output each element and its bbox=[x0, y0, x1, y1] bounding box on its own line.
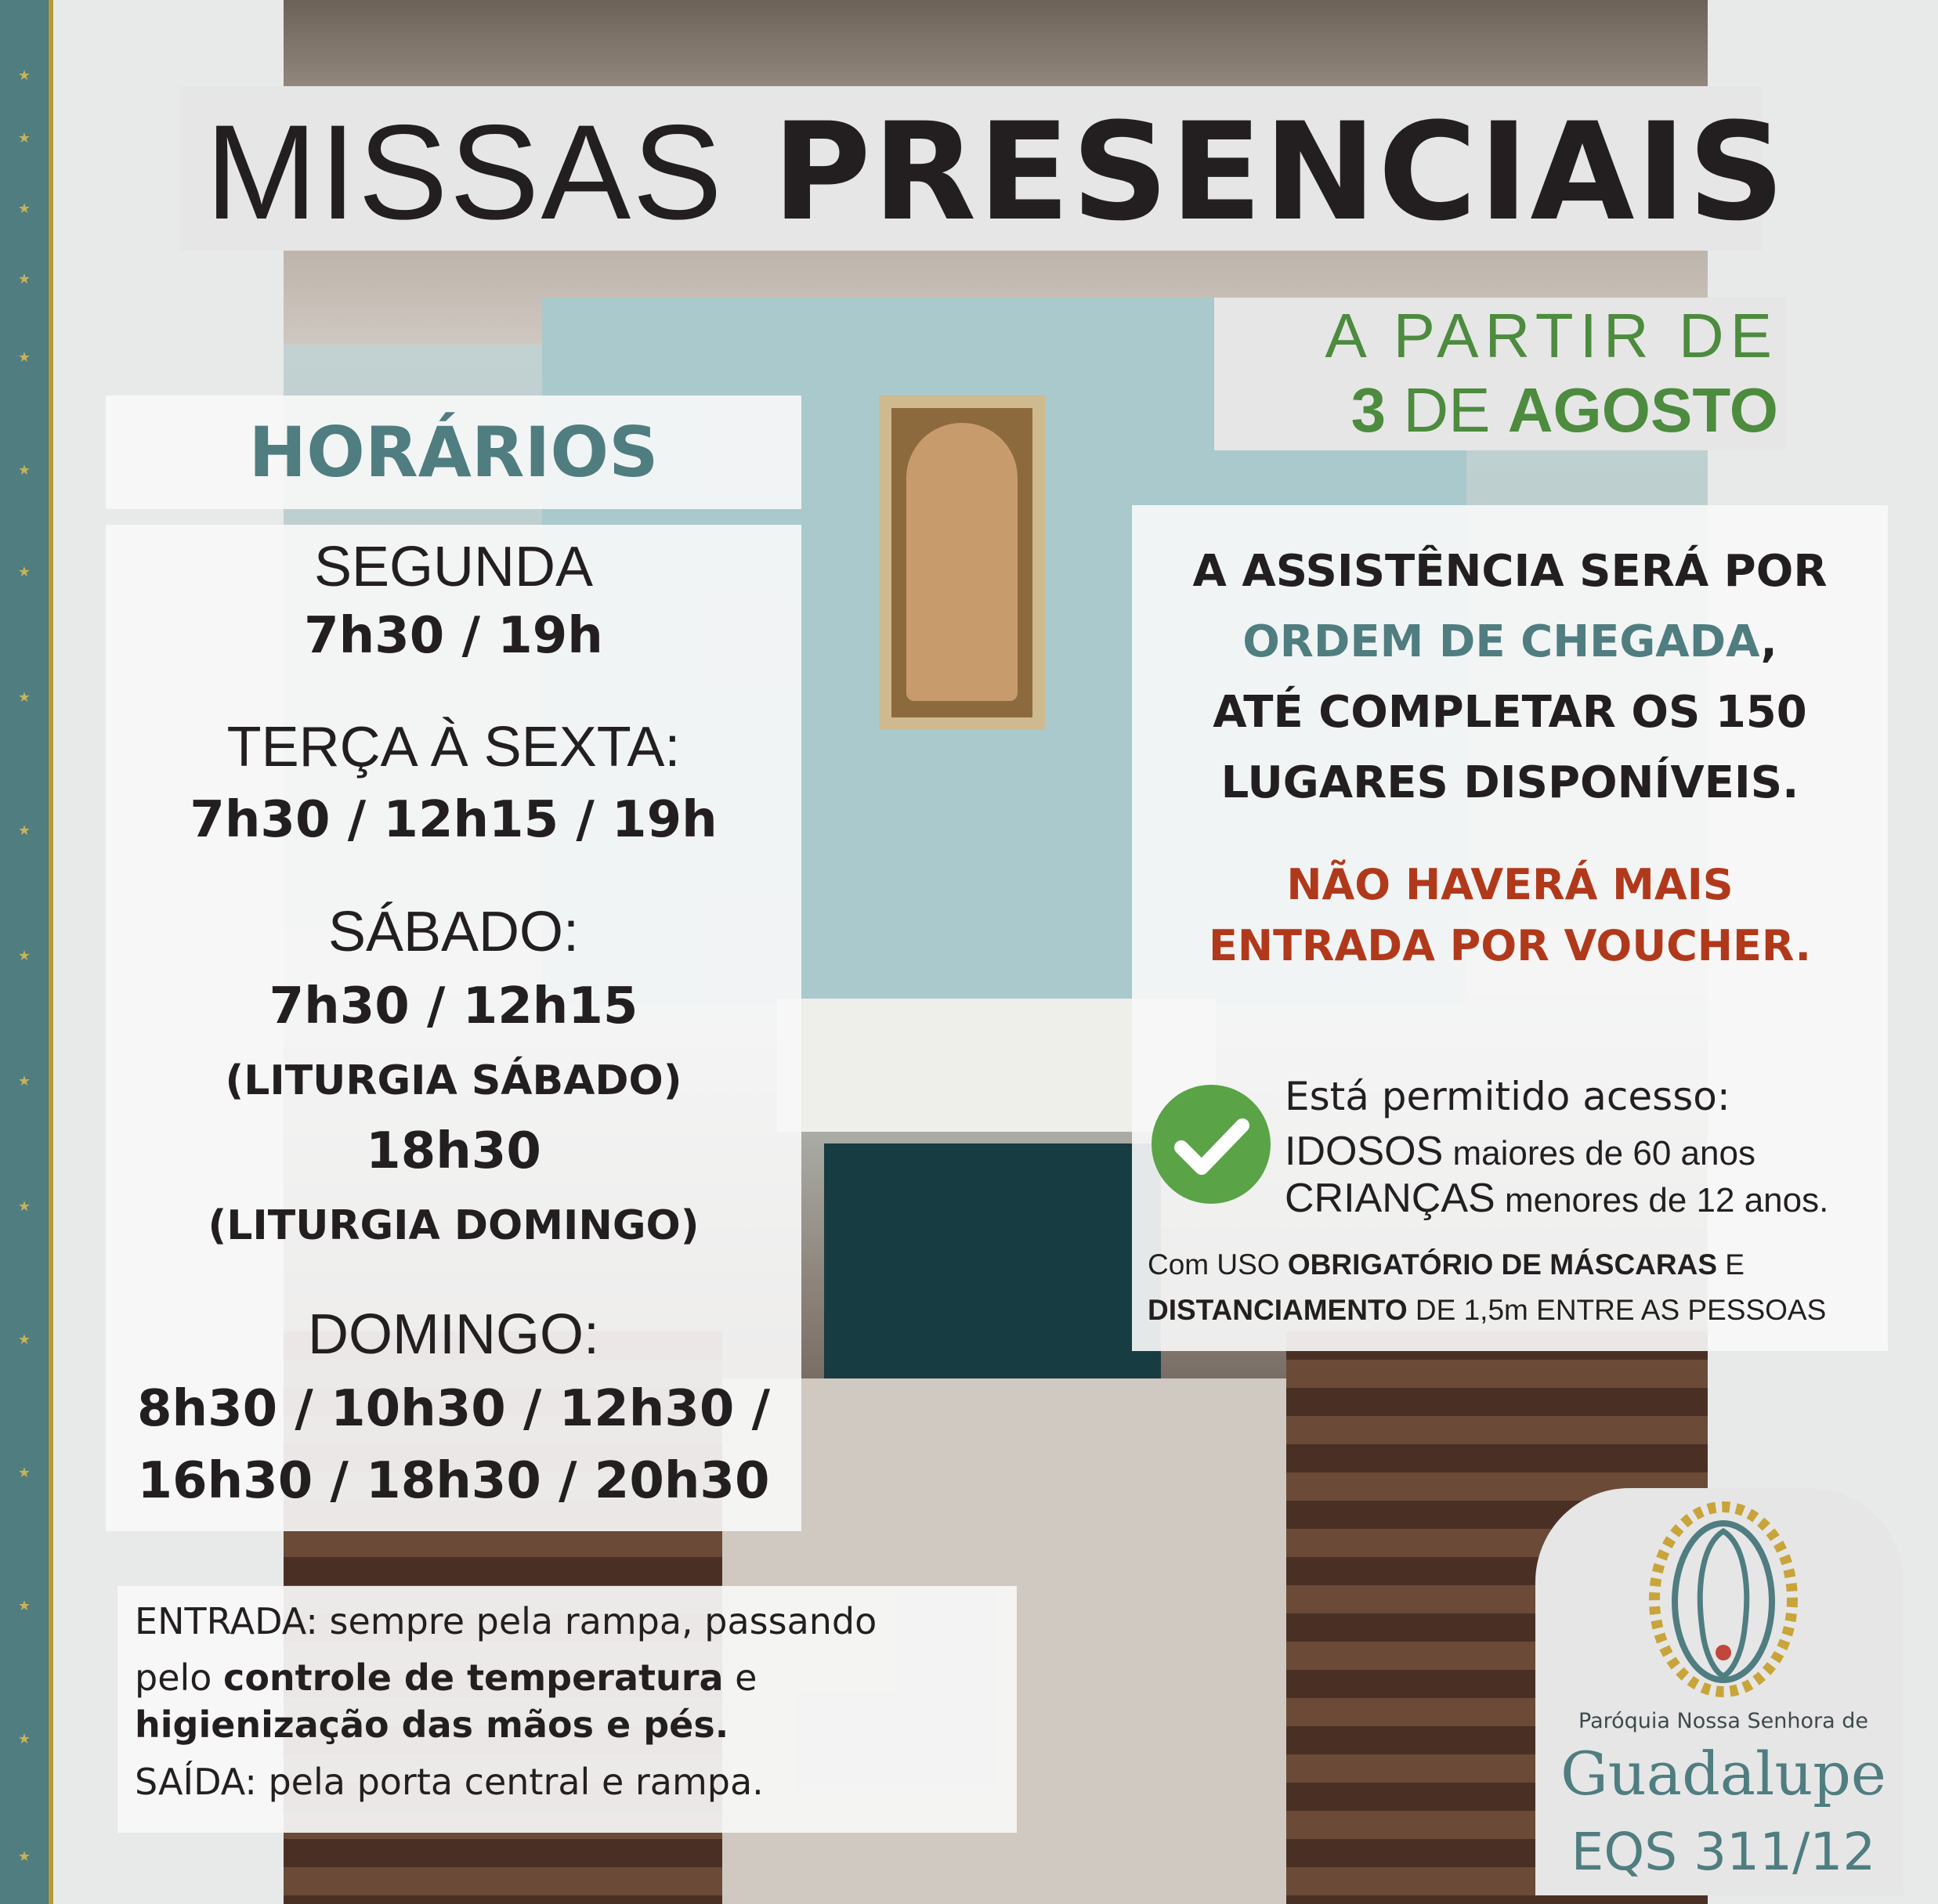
info-highlight: ORDEM DE CHEGADA bbox=[1242, 616, 1761, 667]
star-icon: ★ bbox=[17, 689, 31, 706]
star-icon: ★ bbox=[17, 1848, 31, 1865]
monday-times: 7h30 / 19h bbox=[304, 607, 603, 665]
page-title bbox=[205, 93, 1787, 251]
saturday-evening-note: (LITURGIA DOMINGO) bbox=[208, 1202, 700, 1249]
voucher-notice-2: ENTRADA POR VOUCHER. bbox=[1209, 921, 1811, 970]
entry-line-2-b: controle de temperatura bbox=[223, 1657, 724, 1699]
parish-address: EQS 311/12 bbox=[1571, 1822, 1876, 1882]
sunday-times-2: 16h30 / 18h30 / 20h30 bbox=[137, 1452, 770, 1510]
star-icon: ★ bbox=[17, 1465, 31, 1481]
star-icon: ★ bbox=[17, 271, 31, 287]
star-icon: ★ bbox=[17, 1598, 31, 1614]
access-elderly-big: IDOSOS bbox=[1285, 1129, 1444, 1174]
info-line-3: ATÉ COMPLETAR OS 150 bbox=[1213, 687, 1807, 738]
saturday-label: SÁBADO: bbox=[327, 901, 580, 963]
start-date-line2 bbox=[1253, 373, 1778, 447]
star-icon: ★ bbox=[17, 1198, 31, 1215]
guadalupe-logo-icon bbox=[1641, 1496, 1806, 1700]
start-date-de: DE bbox=[1403, 375, 1491, 445]
info-line-2 bbox=[1132, 607, 1888, 677]
star-icon: ★ bbox=[17, 822, 31, 839]
start-date-month: AGOSTO bbox=[1507, 375, 1778, 445]
parish-subtitle: Paróquia Nossa Senhora de bbox=[1578, 1709, 1868, 1733]
start-date-day: 3 bbox=[1350, 375, 1387, 445]
entry-line-1: ENTRADA: sempre pela rampa, passando bbox=[135, 1600, 877, 1642]
mask-rule-2 bbox=[1148, 1287, 1884, 1334]
mask-rule-2-a: DISTANCIAMENTO bbox=[1148, 1294, 1408, 1326]
sunday-times-1: 8h30 / 10h30 / 12h30 / bbox=[136, 1380, 771, 1438]
star-icon: ★ bbox=[17, 948, 31, 964]
access-children bbox=[1285, 1175, 1888, 1222]
mask-rule-1-a: Com USO bbox=[1148, 1248, 1288, 1281]
star-icon: ★ bbox=[17, 130, 31, 146]
access-elderly bbox=[1285, 1128, 1888, 1175]
monday-label: SEGUNDA bbox=[313, 536, 594, 598]
info-line-1: A ASSISTÊNCIA SERÁ POR bbox=[1192, 546, 1828, 597]
title-bold: PRESENCIAIS bbox=[772, 93, 1787, 251]
star-icon: ★ bbox=[17, 349, 31, 366]
gold-divider-line bbox=[49, 0, 53, 1904]
star-icon: ★ bbox=[17, 67, 31, 84]
star-icon: ★ bbox=[17, 201, 31, 217]
mask-rule-1-c: E bbox=[1717, 1248, 1745, 1281]
saturday-note: (LITURGIA SÁBADO) bbox=[225, 1057, 682, 1104]
sunday-label: DOMINGO: bbox=[308, 1303, 599, 1366]
star-icon: ★ bbox=[17, 564, 31, 580]
parish-name: Guadalupe bbox=[1560, 1739, 1886, 1808]
voucher-notice-1: NÃO HAVERÁ MAIS bbox=[1286, 860, 1734, 909]
saturday-times: 7h30 / 12h15 bbox=[269, 977, 638, 1035]
tue-fri-label: TERÇA À SEXTA: bbox=[226, 716, 681, 779]
left-decorative-strip bbox=[0, 0, 49, 1904]
info-line-2-end: , bbox=[1760, 616, 1777, 667]
tue-fri-times: 7h30 / 12h15 / 19h bbox=[190, 791, 718, 849]
access-children-big: CRIANÇAS bbox=[1285, 1176, 1495, 1221]
access-elderly-rest: maiores de 60 anos bbox=[1443, 1134, 1755, 1172]
guadalupe-painting bbox=[906, 423, 1018, 701]
star-icon: ★ bbox=[17, 1731, 31, 1747]
entry-line-4: SAÍDA: pela porta central e rampa. bbox=[135, 1761, 764, 1803]
info-line-4: LUGARES DISPONÍVEIS. bbox=[1220, 757, 1799, 808]
title-light: MISSAS bbox=[205, 97, 724, 247]
saturday-evening-time: 18h30 bbox=[366, 1122, 541, 1180]
access-title: Está permitido acesso: bbox=[1285, 1074, 1730, 1119]
star-icon: ★ bbox=[17, 1331, 31, 1348]
star-icon: ★ bbox=[17, 1073, 31, 1089]
mask-rule-1 bbox=[1148, 1241, 1884, 1288]
entry-line-2-a: pelo bbox=[135, 1657, 224, 1699]
entry-line-3: higienização das mãos e pés. bbox=[135, 1703, 729, 1746]
schedule-heading: HORÁRIOS bbox=[248, 412, 659, 493]
altar-carpet bbox=[824, 1143, 1161, 1378]
mask-rule-2-b: DE 1,5m ENTRE AS PESSOAS bbox=[1407, 1294, 1827, 1326]
mask-rule-1-b: OBRIGATÓRIO DE MÁSCARAS bbox=[1287, 1248, 1718, 1281]
start-date-line1: A PARTIR DE bbox=[1325, 301, 1778, 370]
access-children-rest: menores de 12 anos. bbox=[1495, 1181, 1829, 1219]
star-icon: ★ bbox=[17, 462, 31, 479]
check-circle-icon bbox=[1152, 1085, 1271, 1204]
check-mark-icon bbox=[1152, 1085, 1271, 1204]
entry-line-2-c: e bbox=[723, 1657, 757, 1699]
